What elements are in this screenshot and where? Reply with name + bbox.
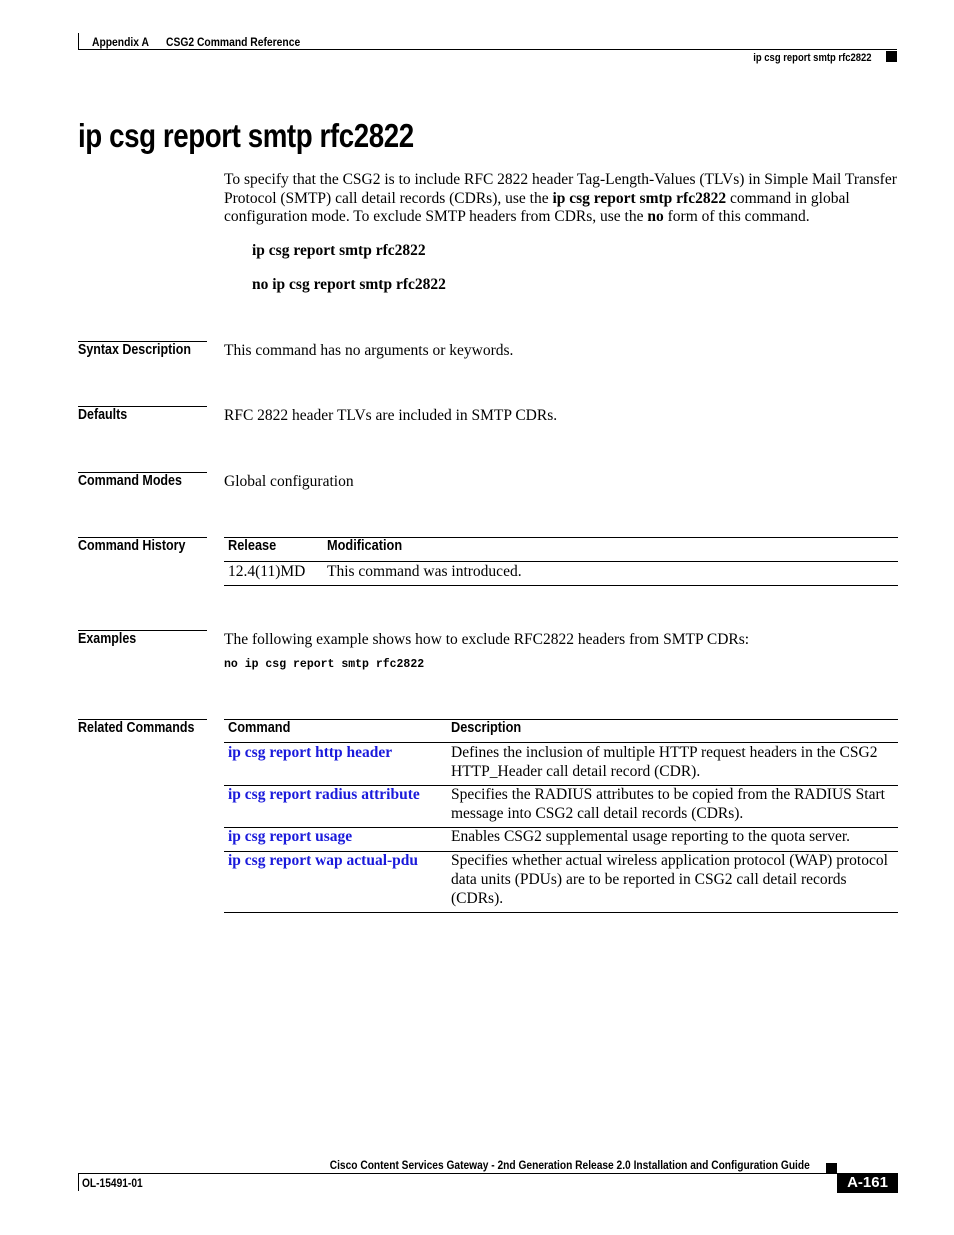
header-appendix: Appendix A bbox=[92, 35, 149, 49]
examples-label: Examples bbox=[78, 631, 137, 647]
intro-text-1: To specify that the CSG2 is to include RFC 2822 header Tag-Length-Values (TLVs) in Simple Mail Transfer Protocol (SMTP) call detail records (CDRs), use the bbox=[224, 171, 897, 207]
related-command-link[interactable]: ip csg report wap actual-pdu bbox=[228, 852, 419, 869]
history-header-modification: Modification bbox=[327, 538, 403, 554]
history-table-top-rule bbox=[224, 537, 898, 538]
related-table-top-rule bbox=[224, 719, 898, 720]
footer-guide-title: Cisco Content Services Gateway - 2nd Generation Release 2.0 Installation and Configuration Guide bbox=[329, 1158, 810, 1172]
example-code: no ip csg report smtp rfc2822 bbox=[224, 658, 425, 671]
related-command-link[interactable]: ip csg report http header bbox=[228, 744, 393, 761]
related-table-bottom-rule bbox=[224, 912, 898, 913]
footer-rule bbox=[78, 1173, 837, 1174]
related-command-description: Specifies whether actual wireless application protocol (WAP) protocol data units (PDUs) are to be reported in CSG2 call detail records (CDRs). bbox=[451, 852, 888, 907]
syntax-description-label: Syntax Description bbox=[78, 342, 191, 358]
syntax-line-2: no ip csg report smtp rfc2822 bbox=[252, 276, 446, 293]
intro-text-3: form of this command. bbox=[663, 208, 810, 225]
related-command-description: Enables CSG2 supplemental usage reporting to the quota server. bbox=[451, 828, 851, 845]
header-command: ip csg report smtp rfc2822 bbox=[753, 52, 872, 64]
related-header-command: Command bbox=[228, 720, 291, 736]
page-number: A-161 bbox=[837, 1173, 898, 1193]
related-command-link[interactable]: ip csg report radius attribute bbox=[228, 786, 420, 803]
examples-text: The following example shows how to exclude RFC2822 headers from SMTP CDRs: bbox=[224, 631, 750, 648]
related-command-description: Defines the inclusion of multiple HTTP request headers in the CSG2 HTTP_Header call detail record (CDR). bbox=[451, 744, 878, 780]
history-release-cell: 12.4(11)MD bbox=[228, 563, 306, 580]
header-left-rule bbox=[78, 33, 79, 50]
header-marker bbox=[886, 51, 897, 62]
syntax-line-1: ip csg report smtp rfc2822 bbox=[252, 242, 426, 259]
command-modes-label: Command Modes bbox=[78, 473, 182, 489]
intro-no-keyword: no bbox=[647, 208, 664, 225]
related-header-description: Description bbox=[451, 720, 522, 736]
footer-doc-number: OL-15491-01 bbox=[82, 1176, 143, 1190]
header-rule bbox=[78, 49, 897, 50]
footer-left-rule bbox=[78, 1173, 79, 1191]
history-header-release: Release bbox=[228, 538, 277, 554]
command-modes-text: Global configuration bbox=[224, 473, 354, 490]
history-table-bottom-rule bbox=[224, 585, 898, 586]
history-modification-cell: This command was introduced. bbox=[327, 563, 522, 580]
intro-paragraph bbox=[224, 171, 898, 227]
related-command-description: Specifies the RADIUS attributes to be copied from the RADIUS Start message into CSG2 call detail records (CDRs). bbox=[451, 786, 885, 822]
page-title: ip csg report smtp rfc2822 bbox=[78, 117, 414, 154]
intro-text-2: command in global configuration mode. To exclude SMTP headers from CDRs, use the bbox=[224, 189, 850, 225]
related-commands-label: Related Commands bbox=[78, 720, 195, 736]
defaults-label: Defaults bbox=[78, 407, 128, 423]
command-history-label: Command History bbox=[78, 538, 186, 554]
intro-command: ip csg report smtp rfc2822 bbox=[552, 189, 727, 207]
related-command-link[interactable]: ip csg report usage bbox=[228, 828, 353, 845]
history-table-header-rule bbox=[224, 561, 898, 562]
syntax-description-text: This command has no arguments or keywords. bbox=[224, 342, 514, 359]
header-chapter: CSG2 Command Reference bbox=[166, 35, 301, 49]
defaults-text: RFC 2822 header TLVs are included in SMTP CDRs. bbox=[224, 407, 558, 424]
